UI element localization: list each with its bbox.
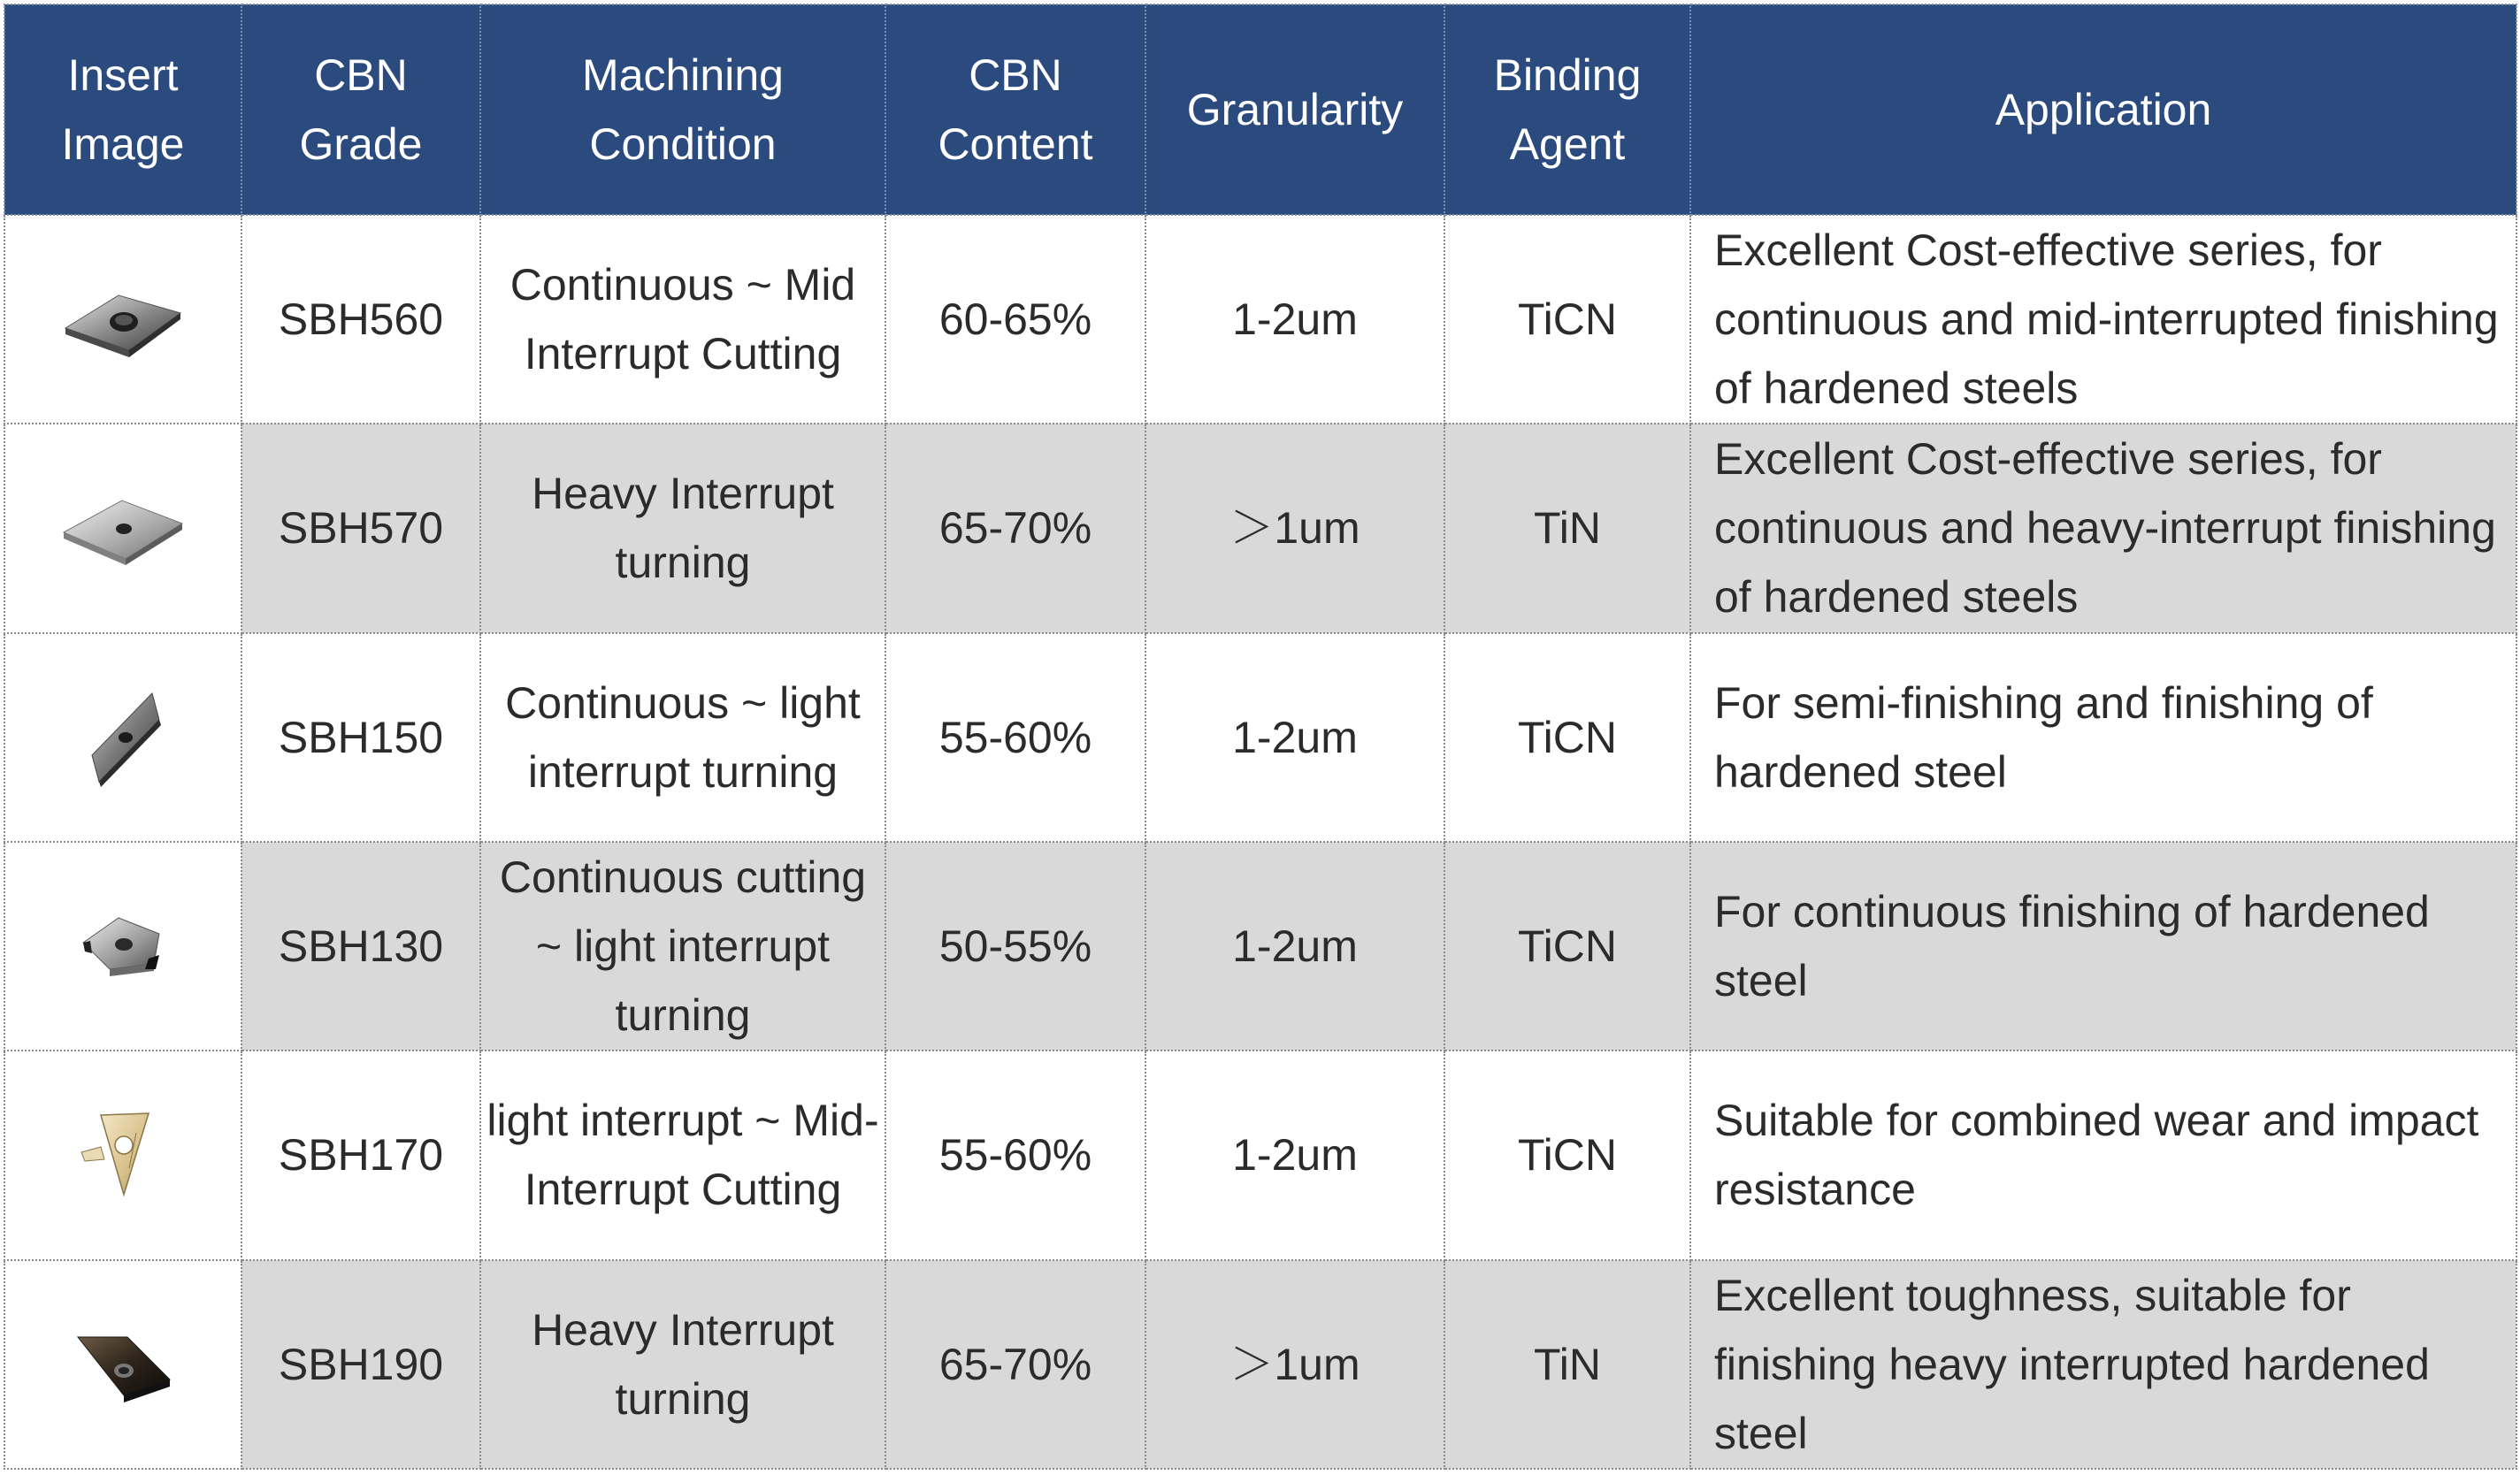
machining-condition: Heavy Interrupt turning xyxy=(480,424,885,632)
table-row xyxy=(4,215,2516,424)
table-row xyxy=(4,842,2516,1051)
machining-condition: Heavy Interrupt turning xyxy=(480,1260,885,1469)
granularity: 1-2um xyxy=(1145,633,1444,842)
binding-agent: TiCN xyxy=(1444,842,1690,1051)
granularity: ＞1um xyxy=(1145,1260,1444,1469)
application: Suitable for combined wear and impact resistance xyxy=(1690,1051,2516,1259)
cbn-content: 65-70% xyxy=(885,424,1145,632)
triangle-insert-icon xyxy=(11,1106,235,1204)
square-insert-icon xyxy=(11,488,235,568)
cbn-grade: SBH570 xyxy=(241,424,480,632)
application: Excellent toughness, suitable for finishing heavy interrupted hardened steel xyxy=(1690,1260,2516,1469)
machining-condition: Continuous ~ light interrupt turning xyxy=(480,633,885,842)
application: For semi-finishing and finishing of hardened steel xyxy=(1690,633,2516,842)
machining-condition: Continuous cutting ~ light interrupt turning xyxy=(480,842,885,1051)
cbn-content: 55-60% xyxy=(885,1051,1145,1259)
granularity: 1-2um xyxy=(1145,215,1444,424)
cbn-grade: SBH560 xyxy=(241,215,480,424)
col-header-cbn-content: CBN Content xyxy=(885,4,1145,215)
binding-agent: TiCN xyxy=(1444,633,1690,842)
cbn-grade: SBH130 xyxy=(241,842,480,1051)
cbn-grade: SBH170 xyxy=(241,1051,480,1259)
insert-image-cell xyxy=(4,1051,241,1259)
cbn-grade: SBH150 xyxy=(241,633,480,842)
cbn-content: 50-55% xyxy=(885,842,1145,1051)
square-insert-with-hole-icon xyxy=(11,279,235,359)
trigon-insert-icon xyxy=(11,911,235,982)
col-header-granularity: Granularity xyxy=(1145,4,1444,215)
table-row xyxy=(4,424,2516,632)
binding-agent: TiN xyxy=(1444,1260,1690,1469)
cbn-grade-table xyxy=(4,4,2517,1470)
dark-rhombic-insert-icon xyxy=(11,1325,235,1404)
insert-image-cell xyxy=(4,215,241,424)
insert-image-cell xyxy=(4,424,241,632)
machining-condition: Continuous ~ Mid Interrupt Cutting xyxy=(480,215,885,424)
cbn-grade: SBH190 xyxy=(241,1260,480,1469)
diamond-insert-icon xyxy=(11,684,235,791)
col-header-binding-agent: Binding Agent xyxy=(1444,4,1690,215)
table-row xyxy=(4,633,2516,842)
insert-image-cell xyxy=(4,842,241,1051)
table-row xyxy=(4,1260,2516,1469)
binding-agent: TiCN xyxy=(1444,1051,1690,1259)
insert-image-cell xyxy=(4,1260,241,1469)
granularity: ＞1um xyxy=(1145,424,1444,632)
application: Excellent Cost-effective series, for continuous and heavy-interrupt finishing of hardened steels xyxy=(1690,424,2516,632)
col-header-cbn-grade: CBN Grade xyxy=(241,4,480,215)
application: Excellent Cost-effective series, for continuous and mid-interrupted finishing of hardened steels xyxy=(1690,215,2516,424)
cbn-content: 60-65% xyxy=(885,215,1145,424)
machining-condition: light interrupt ~ Mid-Interrupt Cutting xyxy=(480,1051,885,1259)
col-header-insert-image: Insert Image xyxy=(4,4,241,215)
col-header-machining-condition: Machining Condition xyxy=(480,4,885,215)
granularity: 1-2um xyxy=(1145,842,1444,1051)
binding-agent: TiCN xyxy=(1444,215,1690,424)
application: For continuous finishing of hardened steel xyxy=(1690,842,2516,1051)
col-header-application: Application xyxy=(1690,4,2516,215)
cbn-content: 65-70% xyxy=(885,1260,1145,1469)
insert-image-cell xyxy=(4,633,241,842)
table-row xyxy=(4,1051,2516,1259)
header-row xyxy=(4,4,2516,215)
binding-agent: TiN xyxy=(1444,424,1690,632)
granularity: 1-2um xyxy=(1145,1051,1444,1259)
cbn-content: 55-60% xyxy=(885,633,1145,842)
